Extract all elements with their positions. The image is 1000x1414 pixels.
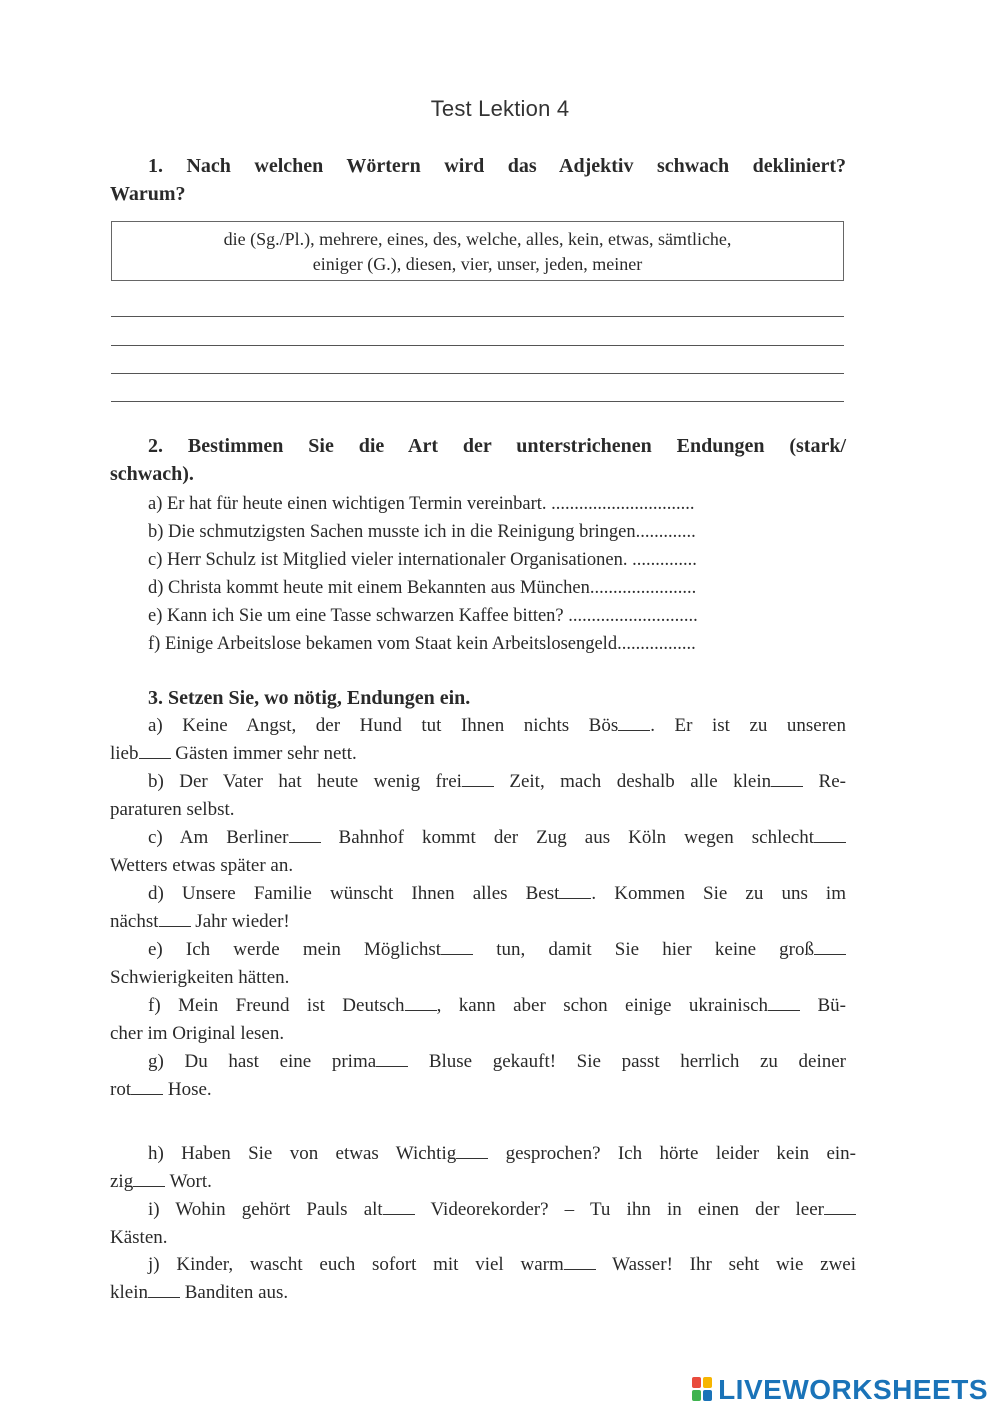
logo-mark-icon: [692, 1377, 714, 1403]
blank-input[interactable]: [148, 1279, 180, 1298]
blank-input[interactable]: [441, 936, 473, 955]
answer-line-3[interactable]: [111, 373, 844, 374]
q3-item-h: h) Haben Sie von etwas Wichtig gesprochen? Ich hörte leider kein ein- zig Wort.: [110, 1140, 856, 1196]
blank-input[interactable]: [564, 1251, 596, 1270]
q3-item-c: c) Am Berliner Bahnhof kommt der Zug aus Köln wegen schlecht Wetters etwas später an.: [110, 824, 846, 880]
blank-input[interactable]: [771, 768, 803, 787]
q3-item-e: e) Ich werde mein Möglichst tun, damit Sie hier keine groß Schwierigkeiten hätten.: [110, 936, 846, 992]
page-title: Test Lektion 4: [430, 96, 570, 121]
blank-input[interactable]: [768, 992, 800, 1011]
answer-line-1[interactable]: [111, 316, 844, 317]
q3-item-i: i) Wohin gehört Pauls alt Videorekorder? – Tu ihn in einen der leer Kästen.: [110, 1196, 856, 1252]
q2-item-d[interactable]: d) Christa kommt heute mit einem Bekannten aus München.......................: [148, 578, 697, 598]
q3-heading: 3. Setzen Sie, wo nötig, Endungen ein.: [148, 687, 471, 709]
word-box-line-2: einiger (G.), diesen, vier, unser, jeden, meiner: [312, 254, 643, 274]
q3-item-b: b) Der Vater hat heute wenig frei Zeit, mach deshalb alle klein Re- paraturen selbst.: [110, 768, 846, 824]
blank-input[interactable]: [456, 1140, 488, 1159]
answer-line-4[interactable]: [111, 401, 844, 402]
q2-item-c[interactable]: c) Herr Schulz ist Mitglied vieler internationaler Organisationen. ..............: [148, 550, 697, 570]
q2-item-f[interactable]: f) Einige Arbeitslose bekamen vom Staat kein Arbeitslosengeld.................: [148, 634, 696, 654]
blank-input[interactable]: [824, 1196, 856, 1215]
blank-input[interactable]: [159, 908, 191, 927]
q3-item-g: g) Du hast eine prima Bluse gekauft! Sie passt herrlich zu deiner rot Hose.: [110, 1048, 846, 1104]
blank-input[interactable]: [376, 1048, 408, 1067]
q2-item-b[interactable]: b) Die schmutzigsten Sachen musste ich in die Reinigung bringen.............: [148, 522, 696, 542]
q3-item-f: f) Mein Freund ist Deutsch , kann aber schon einige ukrainisch Bü- cher im Original lesen.: [110, 992, 846, 1048]
liveworksheets-logo[interactable]: [692, 1374, 988, 1406]
q1-heading: 1. Nach welchen Wörtern wird das Adjektiv schwach dekliniert? Warum?: [110, 155, 846, 205]
word-box-line-1: die (Sg./Pl.), mehrere, eines, des, welche, alles, kein, etwas, sämtliche,: [223, 229, 732, 249]
logo-text: LIVEWORKSHEETS: [718, 1374, 988, 1405]
blank-input[interactable]: [814, 824, 846, 843]
blank-input[interactable]: [289, 824, 321, 843]
blank-input[interactable]: [139, 740, 171, 759]
q2-heading: 2. Bestimmen Sie die Art der unterstrichenen Endungen (stark/ schwach).: [110, 435, 846, 485]
q2-item-a[interactable]: a) Er hat für heute einen wichtigen Termin vereinbart. ...............................: [148, 494, 695, 514]
blank-input[interactable]: [618, 712, 650, 731]
blank-input[interactable]: [405, 992, 437, 1011]
blank-input[interactable]: [131, 1076, 163, 1095]
answer-line-2[interactable]: [111, 345, 844, 346]
blank-input[interactable]: [133, 1168, 165, 1187]
q2-item-e[interactable]: e) Kann ich Sie um eine Tasse schwarzen Kaffee bitten? ............................: [148, 606, 698, 626]
q3-item-a: a) Keine Angst, der Hund tut Ihnen nichts Bös . Er ist zu unseren lieb Gästen immer sehr nett.: [110, 712, 846, 768]
blank-input[interactable]: [383, 1196, 415, 1215]
blank-input[interactable]: [462, 768, 494, 787]
word-box: [111, 221, 844, 281]
blank-input[interactable]: [559, 880, 591, 899]
q3-item-j: j) Kinder, wascht euch sofort mit viel warm Wasser! Ihr seht wie zwei klein Banditen aus.: [110, 1251, 856, 1307]
blank-input[interactable]: [814, 936, 846, 955]
q3-item-d: d) Unsere Familie wünscht Ihnen alles Best . Kommen Sie zu uns im nächst Jahr wieder!: [110, 880, 846, 936]
